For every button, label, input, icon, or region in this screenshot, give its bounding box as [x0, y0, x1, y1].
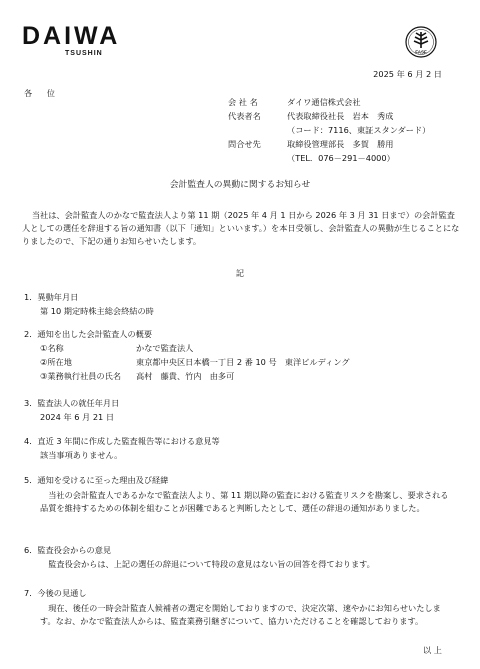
auditor-summary [40, 343, 440, 385]
section-1-heading: 1．異動年月日 [24, 292, 79, 302]
auditor-row [40, 343, 440, 357]
company-row-value: ダイワ通信株式会社 [287, 97, 361, 107]
logo-wordmark: DAIWA [22, 22, 121, 50]
logo-subtitle: TSUSHIN [65, 50, 103, 57]
section-4-heading: 4．直近 3 年間に作成した監査報告等における意見等 [24, 436, 220, 446]
auditor-row-value: 東京都中央区日本橋一丁目 2 番 10 号 東洋ビルディング [136, 357, 350, 367]
auditor-row-key: ②所在地 [40, 357, 72, 367]
section-7-heading: 7．今後の見通し [24, 588, 87, 598]
section-4-body: 該当事項ありません。 [40, 450, 123, 460]
section-3-body: 2024 年 6 月 21 日 [40, 412, 115, 422]
section-6-heading: 6．監査役会からの意見 [24, 545, 112, 555]
company-logo [22, 24, 120, 59]
section-6-body: 監査役会からは、上記の選任の辞退について特段の意見はない旨の回答を得ております。 [48, 559, 375, 569]
addressee: 各 位 [24, 88, 61, 98]
company-row-value: （コード：7116、東証スタンダード） [287, 125, 431, 135]
section-7-body: 現在、後任の一時会計監査人候補者の選定を開始しておりますので、決定次第、速やかにお知らせいたします。なお、かなで監査法人からは、監査業務引継ぎについて、協力いただけることを確認しております。 [40, 603, 441, 627]
auditor-row-key: ①名称 [40, 343, 64, 353]
document-title: 会計監査人の異動に関するお知らせ [169, 180, 311, 190]
auditor-row [40, 371, 440, 385]
company-row-value: 取締役管理部長 多賀 勝用 [287, 139, 394, 149]
auditor-row-value: 高村 藤貴、竹内 由多可 [136, 371, 235, 381]
section-2-heading: 2．通知を出した会計監査人の概要 [24, 329, 153, 339]
section-5-body: 当社の会計監査人であるかなで監査法人より、第 11 期以降の監査における監査リスクを勘案し、要求される品質を維持するための体制を組むことが困難であると判断したとして、選任の辞退の通知がありました。 [40, 490, 449, 514]
company-row-value: （TEL．076－291－4000） [287, 153, 395, 163]
closing-mark: 以 上 [423, 645, 442, 655]
auditor-row-key: ③業務執行社員の氏名 [40, 371, 122, 381]
section-1-body: 第 10 期定時株主総会終結の時 [40, 306, 154, 316]
auditor-row-value: かなで監査法人 [136, 343, 194, 353]
company-row-key: 代表者名 [228, 111, 261, 121]
section-5-heading: 5．通知を受けるに至った理由及び経緯 [24, 475, 169, 485]
ki-heading: 記 [235, 268, 245, 278]
company-row-key: 問合せ先 [228, 139, 261, 149]
intro-paragraph: 当社は、会計監査人のかなで監査法人より第 11 期（2025 年 4 月 1 日から 2026 年 3 月 31 日まで）の会計監査人としての選任を辞退する旨の通知書（以下「通知」といいます。）を本日受領し、会計監査人の異動が生じることになりましたので、下記の通りお知らせいたします。 [22, 210, 460, 247]
fasf-label: FASF [415, 49, 427, 55]
fasf-seal-icon [404, 26, 438, 66]
issue-date: 2025 年 6 月 2 日 [373, 69, 442, 79]
auditor-row [40, 357, 440, 371]
company-row-value: 代表取締役社長 岩本 秀成 [287, 111, 394, 121]
section-3-heading: 3．監査法人の就任年月日 [24, 398, 120, 408]
company-row-key: 会 社 名 [228, 97, 258, 107]
